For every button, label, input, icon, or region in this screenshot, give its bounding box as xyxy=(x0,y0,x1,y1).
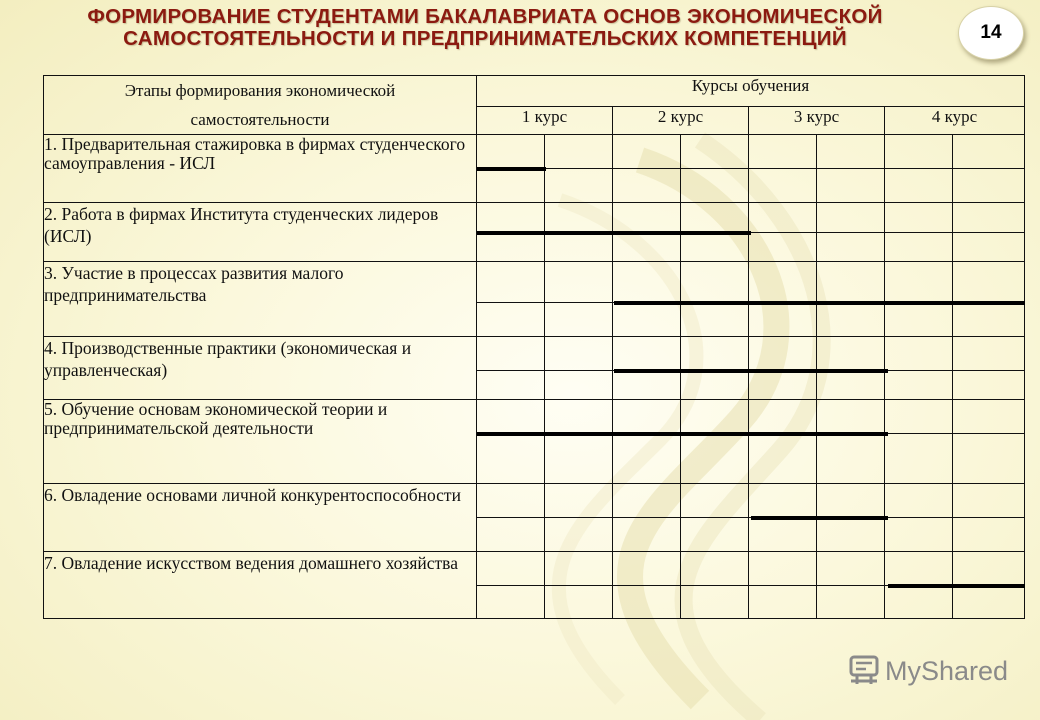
slide-title-line-1: ФОРМИРОВАНИЕ СТУДЕНТАМИ БАКАЛАВРИАТА ОСНОВ ЭКОНОМИЧЕСКОЙ xyxy=(87,5,883,28)
grid-cell xyxy=(885,303,953,337)
grid-cell xyxy=(749,434,817,484)
grid-cell xyxy=(749,400,817,434)
stage-label: 3. Участие в процессах развития малого предпринимательства xyxy=(44,262,477,337)
grid-cell xyxy=(681,371,749,400)
course-period-bar xyxy=(614,301,1025,305)
grid-cell xyxy=(477,303,545,337)
grid-cell xyxy=(749,518,817,552)
grid-cell xyxy=(885,484,953,518)
table-row xyxy=(44,484,1025,518)
grid-cell xyxy=(749,484,817,518)
stage-label: 2. Работа в фирмах Института студенческих лидеров (ИСЛ) xyxy=(44,203,477,262)
grid-cell xyxy=(613,337,681,371)
grid-cell xyxy=(613,262,681,303)
grid-cell xyxy=(681,552,749,586)
course-header-4: 4 курс xyxy=(885,107,1025,135)
grid-cell xyxy=(885,371,953,400)
course-period-bar xyxy=(477,432,888,436)
grid-cell xyxy=(613,400,681,434)
watermark-icon xyxy=(847,654,881,688)
grid-cell xyxy=(477,203,545,233)
grid-cell xyxy=(545,303,613,337)
grid-cell xyxy=(817,337,885,371)
grid-cell xyxy=(885,233,953,262)
grid-cell xyxy=(885,400,953,434)
course-period-bar xyxy=(614,369,888,373)
stage-label: 1. Предварительная стажировка в фирмах студенческого самоуправления - ИСЛ xyxy=(44,135,477,203)
table-row xyxy=(44,400,1025,434)
grid-cell xyxy=(885,169,953,203)
grid-cell xyxy=(953,203,1025,233)
grid-cell xyxy=(953,586,1025,619)
grid-cell xyxy=(749,552,817,586)
grid-cell xyxy=(817,169,885,203)
grid-cell xyxy=(817,203,885,233)
grid-cell xyxy=(477,434,545,484)
grid-cell xyxy=(613,518,681,552)
grid-cell xyxy=(681,135,749,169)
grid-cell xyxy=(953,434,1025,484)
grid-cell xyxy=(545,135,613,169)
grid-cell xyxy=(953,518,1025,552)
grid-cell xyxy=(749,303,817,337)
grid-cell xyxy=(613,484,681,518)
grid-cell xyxy=(613,552,681,586)
grid-cell xyxy=(545,552,613,586)
grid-cell xyxy=(953,233,1025,262)
grid-cell xyxy=(749,169,817,203)
grid-cell xyxy=(545,400,613,434)
grid-cell xyxy=(545,203,613,233)
grid-cell xyxy=(953,400,1025,434)
grid-cell xyxy=(613,586,681,619)
grid-cell xyxy=(477,135,545,169)
grid-cell xyxy=(545,518,613,552)
grid-cell xyxy=(885,337,953,371)
grid-cell xyxy=(953,135,1025,169)
course-header-2: 2 курс xyxy=(613,107,749,135)
stage-label: 7. Овладение искусством ведения домашнего хозяйства xyxy=(44,552,477,619)
stage-header-line-2: самостоятельности xyxy=(190,110,330,129)
table-row xyxy=(44,337,1025,371)
grid-cell xyxy=(545,262,613,303)
stages-table xyxy=(43,75,1025,619)
grid-cell xyxy=(545,337,613,371)
watermark-logo xyxy=(847,654,1008,688)
course-period-bar xyxy=(888,584,1025,588)
grid-cell xyxy=(613,135,681,169)
grid-cell xyxy=(953,262,1025,303)
grid-cell xyxy=(681,233,749,262)
grid-cell xyxy=(613,233,681,262)
grid-cell xyxy=(545,484,613,518)
grid-cell xyxy=(681,169,749,203)
grid-cell xyxy=(817,303,885,337)
grid-cell xyxy=(885,552,953,586)
stage-label: 4. Производственные практики (экономическая и управленческая) xyxy=(44,337,477,400)
grid-cell xyxy=(613,371,681,400)
grid-cell xyxy=(885,434,953,484)
grid-cell xyxy=(749,586,817,619)
grid-cell xyxy=(477,337,545,371)
grid-cell xyxy=(545,371,613,400)
grid-cell xyxy=(681,518,749,552)
grid-cell xyxy=(681,337,749,371)
grid-cell xyxy=(953,552,1025,586)
grid-cell xyxy=(817,484,885,518)
slide-number-badge xyxy=(958,6,1024,60)
grid-cell xyxy=(681,484,749,518)
watermark-text: MyShared xyxy=(885,655,1009,686)
courses-column-header: Курсы обучения xyxy=(477,76,1025,107)
table-row xyxy=(44,135,1025,169)
grid-cell xyxy=(477,586,545,619)
course-header-3: 3 курс xyxy=(749,107,885,135)
grid-cell xyxy=(953,303,1025,337)
stage-header-line-1: Этапы формирования экономической xyxy=(124,81,396,100)
grid-cell xyxy=(953,337,1025,371)
grid-cell xyxy=(749,233,817,262)
grid-cell xyxy=(477,400,545,434)
course-period-bar xyxy=(477,167,546,171)
grid-cell xyxy=(749,337,817,371)
grid-cell xyxy=(817,371,885,400)
grid-cell xyxy=(749,371,817,400)
grid-cell xyxy=(885,262,953,303)
grid-cell xyxy=(817,586,885,619)
grid-cell xyxy=(749,135,817,169)
grid-cell xyxy=(477,484,545,518)
grid-cell xyxy=(953,484,1025,518)
grid-cell xyxy=(613,203,681,233)
grid-cell xyxy=(477,552,545,586)
course-period-bar xyxy=(477,231,751,235)
grid-cell xyxy=(477,233,545,262)
grid-cell xyxy=(817,233,885,262)
table-row xyxy=(44,262,1025,303)
course-period-bar xyxy=(751,516,888,520)
grid-cell xyxy=(613,434,681,484)
slide-title xyxy=(20,6,950,50)
grid-cell xyxy=(477,371,545,400)
grid-cell xyxy=(817,552,885,586)
grid-cell xyxy=(885,203,953,233)
grid-cell xyxy=(953,169,1025,203)
grid-cell xyxy=(477,262,545,303)
grid-cell xyxy=(817,400,885,434)
grid-cell xyxy=(885,518,953,552)
grid-cell xyxy=(749,203,817,233)
grid-cell xyxy=(817,434,885,484)
grid-cell xyxy=(681,400,749,434)
grid-cell xyxy=(681,203,749,233)
grid-cell xyxy=(477,518,545,552)
grid-cell xyxy=(681,262,749,303)
grid-cell xyxy=(817,518,885,552)
grid-cell xyxy=(817,262,885,303)
stage-label: 5. Обучение основам экономической теории и предпринимательской деятельности xyxy=(44,400,477,484)
table-row xyxy=(44,203,1025,233)
grid-cell xyxy=(613,303,681,337)
grid-cell xyxy=(953,371,1025,400)
stage-column-header xyxy=(44,76,477,135)
course-header-1: 1 курс xyxy=(477,107,613,135)
stage-label: 6. Овладение основами личной конкурентоспособности xyxy=(44,484,477,552)
slide-title-line-2: САМОСТОЯТЕЛЬНОСТИ И ПРЕДПРИНИМАТЕЛЬСКИХ КОМПЕТЕНЦИЙ xyxy=(123,27,847,50)
grid-cell xyxy=(681,303,749,337)
grid-cell xyxy=(885,586,953,619)
grid-cell xyxy=(749,262,817,303)
table-row xyxy=(44,552,1025,586)
grid-cell xyxy=(545,169,613,203)
grid-cell xyxy=(613,169,681,203)
grid-cell xyxy=(477,169,545,203)
grid-cell xyxy=(885,135,953,169)
grid-cell xyxy=(545,233,613,262)
grid-cell xyxy=(817,135,885,169)
grid-cell xyxy=(545,434,613,484)
slide-number: 14 xyxy=(980,22,1002,43)
grid-cell xyxy=(681,434,749,484)
grid-cell xyxy=(545,586,613,619)
grid-cell xyxy=(681,586,749,619)
